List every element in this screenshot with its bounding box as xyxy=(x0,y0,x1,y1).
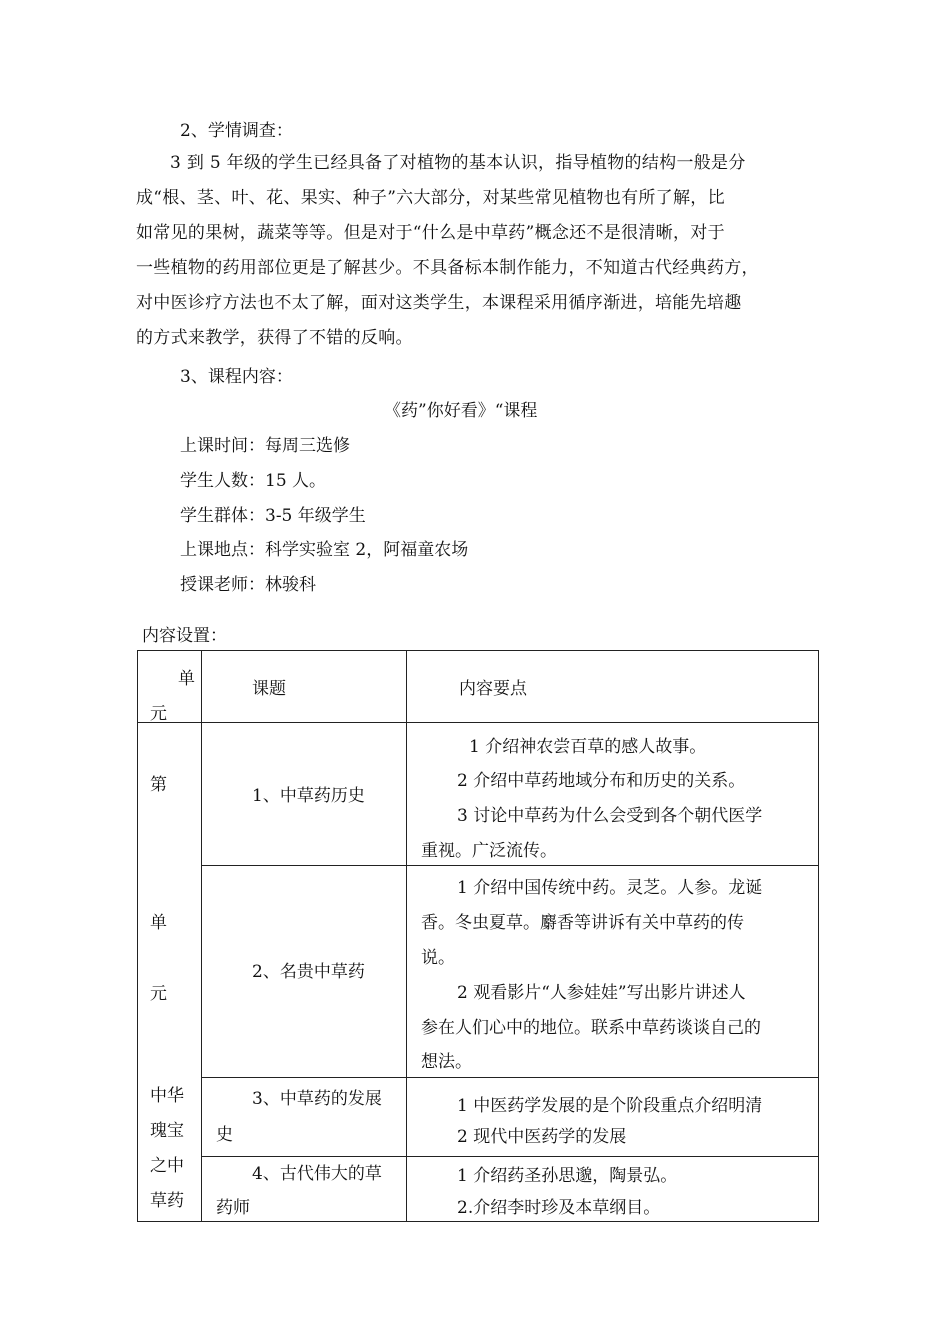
section2-heading: 2、学情调查： xyxy=(180,121,293,141)
paragraph-line: 一些植物的药用部位更是了解甚少。不具备标本制作能力，不知道古代经典药方， xyxy=(136,258,759,278)
topic-line: 1、中草药历史 xyxy=(252,786,365,806)
point-line: 2 介绍中草药地域分布和历史的关系。 xyxy=(457,771,746,791)
header-topic-label: 课题 xyxy=(252,679,286,699)
point-line: 1 介绍药圣孙思邈，陶景弘。 xyxy=(457,1166,678,1186)
topic-line: 3、中草药的发展 xyxy=(252,1089,382,1109)
info-class-time: 上课时间：每周三选修 xyxy=(180,436,350,456)
point-line: 3 讨论中草药为什么会受到各个朝代医学 xyxy=(457,806,763,826)
topic-line: 4、古代伟大的草 xyxy=(252,1164,382,1184)
point-line: 2.介绍李时珍及本草纲目。 xyxy=(457,1198,661,1218)
points-cell xyxy=(407,1078,819,1157)
unit-name-line: 瑰宝 xyxy=(150,1121,184,1141)
topic-cell xyxy=(202,1157,407,1222)
point-line: 2 观看影片“人参娃娃”写出影片讲述人 xyxy=(457,983,746,1003)
point-line: 1 中医药学发展的是个阶段重点介绍明清 xyxy=(457,1096,763,1116)
info-teacher: 授课老师：林骏科 xyxy=(180,575,316,595)
header-unit-line1: 单 xyxy=(178,669,195,689)
info-student-count: 学生人数：15 人。 xyxy=(180,471,327,491)
unit-name-line: 之中 xyxy=(150,1156,184,1176)
point-line: 想法。 xyxy=(421,1052,472,1072)
paragraph-line: 的方式来教学，获得了不错的反响。 xyxy=(136,328,413,348)
point-line: 参在人们心中的地位。联系中草药谈谈自己的 xyxy=(421,1018,761,1038)
course-title: 《药”你好看》“课程 xyxy=(384,401,538,421)
topic-cell xyxy=(202,723,407,866)
header-points xyxy=(407,651,819,723)
unit-char: 第 xyxy=(150,775,167,795)
points-cell xyxy=(407,723,819,866)
points-cell xyxy=(407,1157,819,1222)
paragraph-line: 成“根、茎、叶、花、果实、种子”六大部分，对某些常见植物也有所了解，比 xyxy=(136,188,725,208)
point-line: 1 介绍中国传统中药。灵芝。人参。龙诞 xyxy=(457,878,763,898)
unit-name-line: 草药 xyxy=(150,1191,184,1211)
unit-cell xyxy=(138,723,202,1222)
header-unit-line2: 元 xyxy=(150,704,167,724)
section3-heading: 3、课程内容： xyxy=(180,367,293,387)
unit-char: 单 xyxy=(150,913,167,933)
table-row xyxy=(138,723,819,866)
point-line: 2 现代中医药学的发展 xyxy=(457,1127,627,1147)
unit-char: 元 xyxy=(150,984,167,1004)
info-location: 上课地点：科学实验室 2，阿福童农场 xyxy=(180,540,469,560)
info-student-group: 学生群体：3-5 年级学生 xyxy=(180,506,366,526)
topic-line: 2、名贵中草药 xyxy=(252,962,365,982)
table-caption: 内容设置： xyxy=(142,626,227,646)
table-row xyxy=(138,1157,819,1222)
paragraph-line: 如常见的果树，蔬菜等等。但是对于“什么是中草药”概念还不是很清晰，对于 xyxy=(136,223,725,243)
point-line: 香。冬虫夏草。麝香等讲诉有关中草药的传 xyxy=(421,913,744,933)
topic-line: 史 xyxy=(216,1125,233,1145)
point-line: 重视。广泛流传。 xyxy=(421,841,557,861)
header-topic xyxy=(202,651,407,723)
section2-paragraph xyxy=(136,146,826,356)
content-table xyxy=(137,650,819,1222)
header-points-label: 内容要点 xyxy=(459,679,527,699)
paragraph-line: 3 到 5 年级的学生已经具备了对植物的基本认识，指导植物的结构一般是分 xyxy=(170,153,746,173)
point-line: 说。 xyxy=(421,948,455,968)
header-unit xyxy=(138,651,202,723)
table-row xyxy=(138,866,819,1078)
topic-cell xyxy=(202,1078,407,1157)
topic-line: 药师 xyxy=(216,1198,250,1218)
table-row xyxy=(138,1078,819,1157)
topic-cell xyxy=(202,866,407,1078)
table-header-row xyxy=(138,651,819,723)
points-cell xyxy=(407,866,819,1078)
paragraph-line: 对中医诊疗方法也不太了解，面对这类学生，本课程采用循序渐进，培能先培趣 xyxy=(136,293,742,313)
point-line: 1 介绍神农尝百草的感人故事。 xyxy=(469,737,707,757)
unit-name-line: 中华 xyxy=(150,1086,184,1106)
